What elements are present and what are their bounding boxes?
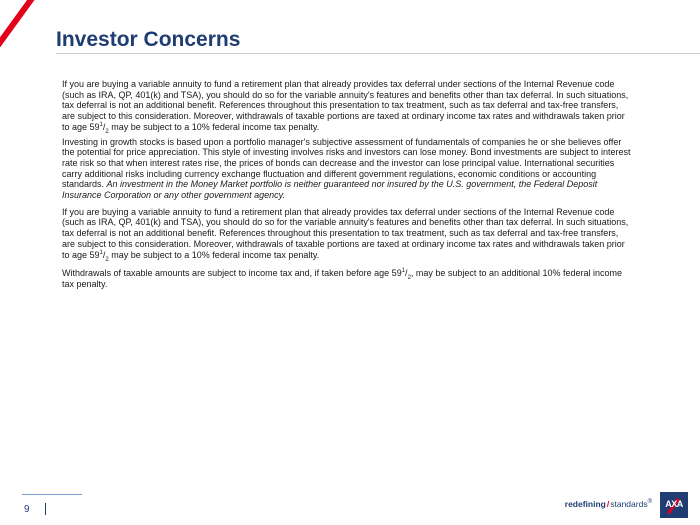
paragraph-text: If you are buying a variable annuity to fund a retirement plan that already provides tax deferral under sections of the Internal Revenue code (such as IRA, QP, 401(k) and TSA), you should do so for the variable annuity's features and benefits other than tax deferral. In such situations, tax deferral is not an additional benefit. References throughout this presentation to tax treatment, such as tax deferral and tax-free transfers, are subject to this consideration. Moreover, withdrawals of taxable portions are taxed at ordinary income tax rates and withdrawals taken prior to age 59: [62, 206, 629, 260]
fraction-denominator: 2: [105, 128, 109, 135]
paragraph-text: If you are buying a variable annuity to fund a retirement plan that already provides tax deferral under sections of the Internal Revenue code (such as IRA, QP, 401(k) and TSA), you should do so for the variable annuity's features and benefits other than tax deferral. In such situations, tax deferral is not an additional benefit. References throughout this presentation to tax treatment, such as tax deferral and tax-free transfers, are subject to this consideration. Moreover, withdrawals of taxable portions are taxed at ordinary income tax rates and withdrawals taken prior to age 59: [62, 79, 629, 132]
paragraph-text: Investing in growth stocks is based upon a portfolio manager's subjective assessment of fundamentals of companies he or she believes offer the potential for price appreciation. This style of investing involves risks and investors can lose money. Bond investments are subject to interest rate risk so that when interest rates rise, the prices of bonds can decrease and the investor can lose principal value. International securities carry additional risks including currency exchange fluctuation and different government regulations, economic conditions or accounting standards.: [62, 136, 631, 190]
paragraph-text: Withdrawals of taxable amounts are subject to income tax and, if taken before age 59: [62, 268, 402, 279]
paragraph-investment-risks: [62, 137, 632, 201]
page-title: Investor Concerns: [56, 28, 241, 51]
axa-logo: [660, 492, 688, 518]
tagline-slash: /: [606, 499, 610, 509]
tagline-rest: standards: [610, 499, 648, 509]
paragraph-tax-deferral-repeat: If you are buying a variable annuity to fund a retirement plan that already provides tax deferral under sections of the Internal Revenue code (such as IRA, QP, 401(k) and TSA), you should do so for the variable annuity's features and benefits other than tax deferral. In such situations, tax deferral is not an additional benefit. References throughout this presentation to tax treatment, such as tax deferral and tax-free transfers, are subject to this consideration. Moreover, withdrawals of taxable portions are taxed at ordinary income tax rates and withdrawals taken prior to age $59^1/_2$ may be subject to a 10% federal income tax penalty.: [62, 206, 629, 263]
brand-tagline: [565, 499, 652, 509]
fraction-denominator: 2: [407, 275, 411, 282]
paragraph-tax-deferral: If you are buying a variable annuity to fund a retirement plan that already provides tax deferral under sections of the Internal Revenue code (such as IRA, QP, 401(k) and TSA), you should do so for the variable annuity's features and benefits other than tax deferral. In such situations, tax deferral is not an additional benefit. References throughout this presentation to tax treatment, such as tax deferral and tax-free transfers, are subject to this consideration. Moreover, withdrawals of taxable portions are taxed at ordinary income tax rates and withdrawals taken prior to age $59^1/_2$ may be subject to a 10% federal income tax penalty.: [62, 79, 629, 135]
page-number: 9: [24, 504, 30, 515]
fraction-numerator: 1: [99, 121, 103, 128]
red-slash-decoration: [0, 0, 35, 53]
paragraph-withdrawals: Withdrawals of taxable amounts are subject to income tax and, if taken before age $59^1/_2$, may be subject to an additional 10% federal income tax penalty.: [62, 268, 623, 289]
disclosure-content: [62, 79, 632, 290]
footer-divider: [22, 494, 82, 495]
paragraph-italic-text: An investment in the Money Market portfolio is neither guaranteed nor insured by the U.S. government, the Federal Deposit Insurance Corporation or any other government agency.: [62, 179, 598, 201]
paragraph-text: may be subject to a 10% federal income tax penalty.: [108, 121, 320, 132]
tagline-bold: redefining: [564, 499, 606, 509]
fraction-numerator: 1: [401, 268, 406, 275]
paragraph-text: , may be subject to an additional 10% federal income tax penalty.: [62, 268, 623, 289]
fraction-numerator: 1: [99, 249, 103, 256]
paragraph-text: may be subject to a 10% federal income tax penalty.: [108, 249, 320, 260]
title-divider: [56, 53, 700, 54]
tagline-registered-mark: ®: [647, 499, 652, 505]
fraction-denominator: 2: [105, 256, 109, 263]
logo-text: AXA: [665, 499, 683, 509]
page-number-separator: [45, 503, 46, 515]
